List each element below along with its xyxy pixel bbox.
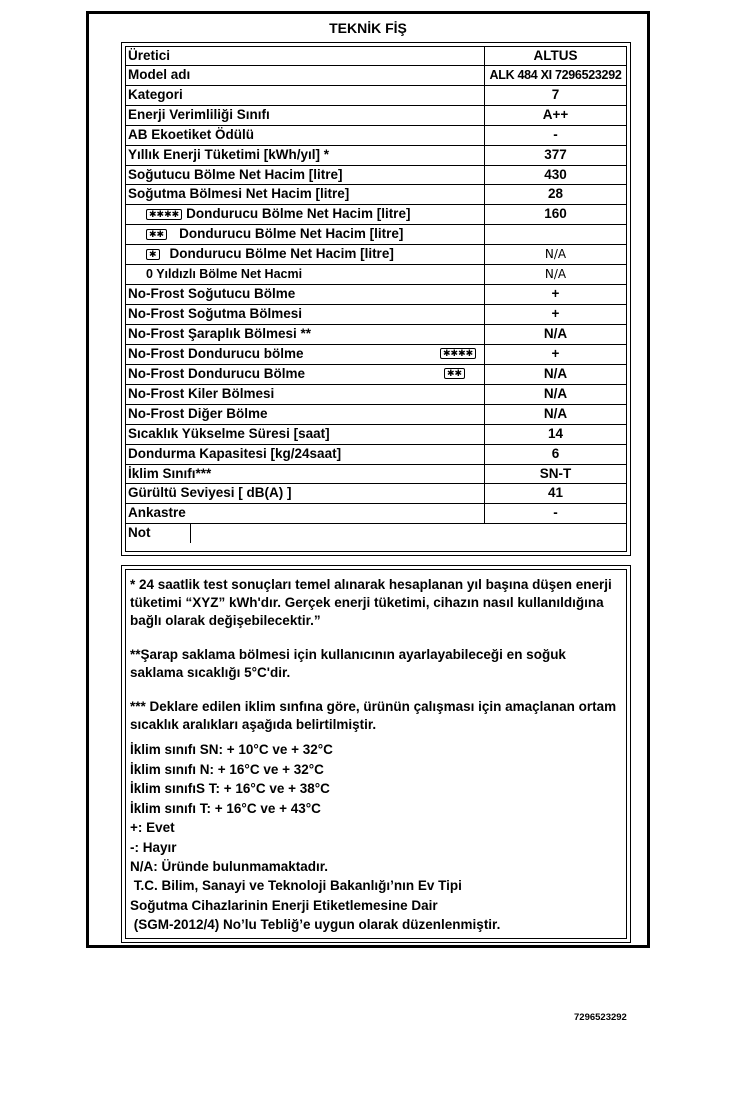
row-value: A++ <box>484 106 626 125</box>
row-value: N/A <box>484 245 626 264</box>
row-label: Soğutma Bölmesi Net Hacim [litre] <box>128 186 350 201</box>
row-label: Enerji Verimliliği Sınıfı <box>128 107 270 122</box>
row-value: - <box>484 504 626 523</box>
row-label-wrap <box>146 205 410 223</box>
row-value: ALTUS <box>484 47 626 65</box>
row-value <box>484 225 626 244</box>
table-row <box>126 166 626 185</box>
row-label: Not <box>128 525 151 540</box>
row-label: Dondurucu Bölme Net Hacim [litre] <box>169 246 394 261</box>
spec-table <box>121 42 631 556</box>
note-energy: * 24 saatlik test sonuçları temel alınarak hesaplanan yıl başına düşen enerji tüketimi “XYZ” kWh'dır. Gerçek enerji tüketimi, cihazın nasıl kullanıldığına bağlı olarak değişebilecektir.” <box>130 577 612 628</box>
list-item: -: Hayır <box>130 840 177 855</box>
row-value: N/A <box>484 385 626 404</box>
one-star-freezer-icon: ✱ <box>146 249 160 260</box>
table-row <box>126 345 626 365</box>
row-label: No-Frost Dondurucu Bölme <box>128 366 305 381</box>
list-item: T.C. Bilim, Sanayi ve Teknoloji Bakanlığı’nın Ev Tipi <box>130 878 462 893</box>
row-value: 14 <box>484 425 626 444</box>
list-item: +: Evet <box>130 820 175 835</box>
footer-code: 7296523292 <box>574 1012 627 1023</box>
list-item: İklim sınıfı N: + 16°C ve + 32°C <box>130 762 324 777</box>
list-item: (SGM-2012/4) No’lu Tebliğ’e uygun olarak düzenlenmiştir. <box>130 917 501 932</box>
table-row <box>126 305 626 325</box>
row-label: Sıcaklık Yükselme Süresi [saat] <box>128 426 330 441</box>
table-row <box>126 385 626 405</box>
table-row <box>126 445 626 465</box>
table-row <box>126 126 626 146</box>
row-label: Dondurma Kapasitesi [kg/24saat] <box>128 446 342 461</box>
table-row <box>126 484 626 504</box>
row-label: No-Frost Dondurucu bölme <box>128 346 304 361</box>
table-row <box>126 205 626 225</box>
list-item: İklim sınıfı SN: + 10°C ve + 32°C <box>130 742 333 757</box>
row-value: + <box>484 285 626 304</box>
list-item: İklim sınıfı T: + 16°C ve + 43°C <box>130 801 321 816</box>
row-value: 28 <box>484 185 626 204</box>
row-value: N/A <box>484 265 626 284</box>
four-star-freezer-icon: ✱✱✱✱ <box>440 348 476 359</box>
table-row <box>126 86 626 106</box>
row-value: N/A <box>484 325 626 344</box>
table-row <box>126 47 626 66</box>
row-value: + <box>484 345 626 364</box>
row-label: Soğutucu Bölme Net Hacim [litre] <box>128 167 343 182</box>
row-value: N/A <box>484 405 626 424</box>
row-label: 0 Yıldızlı Bölme Net Hacmi <box>146 267 303 281</box>
page-title: TEKNİK FİŞ <box>329 20 407 36</box>
row-value: 7 <box>484 86 626 105</box>
row-label: İklim Sınıfı*** <box>128 466 212 481</box>
row-label: Ankastre <box>128 505 186 520</box>
four-star-freezer-icon: ✱✱✱✱ <box>146 209 182 220</box>
spec-table-inner <box>125 46 627 552</box>
row-value: 377 <box>484 146 626 165</box>
row-value: ALK 484 XI 7296523292 <box>484 66 626 85</box>
technical-sheet-frame <box>86 11 650 948</box>
list-item: İklim sınıfıS T: + 16°C ve + 38°C <box>130 781 330 796</box>
row-label: Dondurucu Bölme Net Hacim [litre] <box>179 226 404 241</box>
notes-list <box>130 741 622 936</box>
note-wine: **Şarap saklama bölmesi için kullanıcının ayarlayabileceği en soğuk saklama sıcaklığı 5°C'dir. <box>130 647 566 680</box>
table-row <box>126 146 626 166</box>
table-row <box>126 285 626 305</box>
note-climate: *** Deklare edilen iklim sınfına göre, ürünün çalışması için amaçlanan ortam sıcaklık aralıkları aşağıda belirtilmiştir. <box>130 699 617 732</box>
row-value: N/A <box>484 365 626 384</box>
row-label: No-Frost Şaraplık Bölmesi ** <box>128 326 312 341</box>
row-label: Gürültü Seviyesi [ dB(A) ] <box>128 485 292 500</box>
row-label: AB Ekoetiket Ödülü <box>128 127 255 142</box>
table-row <box>126 405 626 425</box>
row-label: Kategori <box>128 87 183 102</box>
row-value: + <box>484 305 626 324</box>
row-label-wrap <box>146 225 403 243</box>
table-row <box>126 225 626 245</box>
list-item: N/A: Üründe bulunmamaktadır. <box>130 859 329 874</box>
notes-box <box>121 565 631 943</box>
row-label: No-Frost Kiler Bölmesi <box>128 386 275 401</box>
row-value: 430 <box>484 166 626 184</box>
list-item: Soğutma Cihazlarinin Enerji Etiketlemesine Dair <box>130 898 438 913</box>
row-label: Dondurucu Bölme Net Hacim [litre] <box>186 206 411 221</box>
table-row <box>126 524 626 543</box>
note-cell <box>190 524 191 543</box>
table-row <box>126 465 626 484</box>
two-star-freezer-icon: ✱✱ <box>444 368 465 379</box>
notes-content <box>125 569 627 939</box>
row-label: Yıllık Enerji Tüketimi [kWh/yıl] * <box>128 147 330 162</box>
table-row <box>126 66 626 86</box>
table-row <box>126 504 626 524</box>
row-label: Üretici <box>128 48 171 63</box>
row-label: No-Frost Soğutma Bölmesi <box>128 306 303 321</box>
row-label: No-Frost Soğutucu Bölme <box>128 286 296 301</box>
table-row <box>126 365 626 385</box>
table-row <box>126 325 626 345</box>
row-value: - <box>484 126 626 145</box>
row-value: SN-T <box>484 465 626 483</box>
two-star-freezer-icon: ✱✱ <box>146 229 167 240</box>
table-row <box>126 185 626 205</box>
table-row <box>126 425 626 445</box>
row-value: 160 <box>484 205 626 224</box>
row-value: 6 <box>484 445 626 464</box>
table-row <box>126 106 626 126</box>
table-row <box>126 265 626 285</box>
row-label-wrap <box>146 245 394 263</box>
row-label: Model adı <box>128 67 191 82</box>
row-label: No-Frost Diğer Bölme <box>128 406 268 421</box>
table-row <box>126 245 626 265</box>
row-value: 41 <box>484 484 626 503</box>
